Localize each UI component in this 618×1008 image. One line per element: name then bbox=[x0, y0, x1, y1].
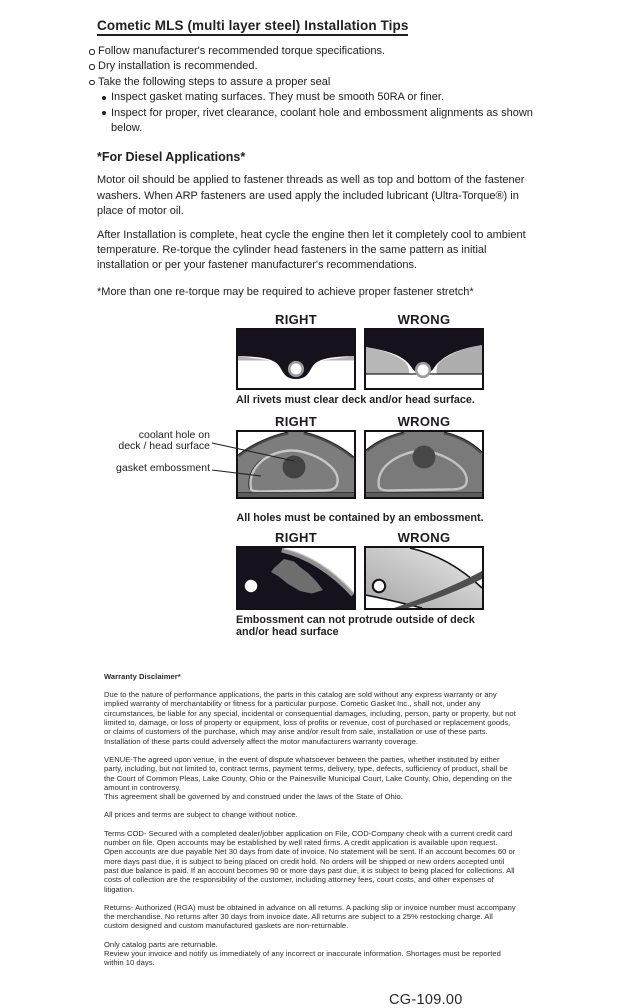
tip-text: Take the following steps to assure a proper seal bbox=[98, 75, 331, 88]
diesel-section-heading: *For Diesel Applications* bbox=[97, 150, 246, 165]
diagram-row-protrusion bbox=[236, 530, 484, 639]
warranty-governed-paragraph: This agreement shall be governed by and construed under the laws of the State of Ohio. bbox=[104, 792, 403, 802]
embossment-wrong-diagram bbox=[364, 430, 484, 499]
warranty-catalog-paragraph: Only catalog parts are returnable. bbox=[104, 939, 218, 949]
sub-tip-text: Inspect for proper, rivet clearance, coolant hole and embossment alignments as shown below. bbox=[111, 106, 533, 135]
warranty-terms-paragraph: Terms COD- Secured with a completed dealer/jobber application on File, COD-Company check with a current credit card number on file. Open accounts may be established by well rated firms. A credit application is available upon request. Open accounts are due payable Net 30 days from date of invoice. No statement will be sent. If an account becomes 60 or more days past due, it is subject to being placed on credit hold. No orders will be shipped or new orders accepted until past due balance is paid. If an account becomes 90 or more days past due, it is subject to being placed for collections. All costs of collection are the responsibility of the customer, including attorney fees, court costs, and other expenses of litigation. bbox=[104, 828, 516, 894]
right-label: RIGHT bbox=[275, 529, 317, 545]
installation-tips-list bbox=[89, 44, 534, 136]
wrong-label: WRONG bbox=[397, 529, 451, 545]
warranty-prices-paragraph: All prices and terms are subject to change without notice. bbox=[104, 810, 298, 820]
filled-bullet-icon bbox=[102, 111, 106, 115]
retorque-note: *More than one re-torque may be required to achieve proper fastener stretch* bbox=[97, 285, 474, 298]
open-bullet-icon bbox=[89, 49, 95, 55]
protrusion-wrong-diagram bbox=[364, 546, 484, 610]
protrusion-caption-line2: and/or head surface bbox=[236, 626, 339, 639]
rivet-covered-illustration bbox=[366, 330, 482, 388]
wrong-label: WRONG bbox=[397, 311, 451, 327]
warranty-venue-paragraph: VENUE-The agreed upon venue, in the event of dispute whatsoever between the parties, whether instituted by either party, including, but not limited to, contract terms, payment terms, delivery, type, defects, sufficiency of product, shall be the Court of Common Pleas, Lake County, Ohio or the Painesville Municipal Court, Lake County, Ohio, depending on the amount in controversy. bbox=[104, 754, 513, 792]
embossment-inside-illustration bbox=[238, 548, 354, 608]
hole-contained-illustration bbox=[238, 432, 354, 497]
sub-tip-text: Inspect gasket mating surfaces. They must be smooth 50RA or finer. bbox=[111, 91, 445, 104]
right-label: RIGHT bbox=[275, 311, 317, 327]
open-bullet-icon bbox=[89, 80, 95, 86]
diesel-paragraph-2: After Installation is complete, heat cycle the engine then let it completely cool to ambient temperature. Re-torque the cylinder head fasteners in the same pattern as initial installation or per your fastener manufacturer's recommendations. bbox=[97, 229, 526, 272]
diesel-paragraph-1: Motor oil should be applied to fastener threads as well as top and bottom of the fastener washers. When ARP fasteners are used apply the included lubricant (Ultra-Torque®) in place of motor oil. bbox=[97, 174, 525, 217]
wrong-label: WRONG bbox=[397, 414, 451, 430]
panel-labels bbox=[236, 530, 484, 545]
embossment-right-diagram bbox=[236, 430, 356, 499]
rivet-wrong-diagram bbox=[364, 328, 484, 390]
tip-item bbox=[89, 59, 534, 74]
rivet-clear-illustration bbox=[238, 330, 354, 388]
diagram-row-rivets bbox=[236, 312, 484, 407]
warranty-review-paragraph: Review your invoice and notify us immediately of any incorrect or inaccurate information. Shortages must be reported within 10 days. bbox=[104, 948, 501, 968]
panel-pair bbox=[236, 328, 484, 390]
filled-bullet-icon bbox=[102, 96, 106, 100]
protrusion-right-diagram bbox=[236, 546, 356, 610]
warranty-disclaimer bbox=[104, 672, 516, 968]
warranty-heading: Warranty Disclaimer* bbox=[104, 671, 181, 681]
sub-tip-item bbox=[102, 106, 534, 137]
coolant-hole-label-line1: coolant hole on bbox=[138, 429, 210, 442]
embossment-caption: All holes must be contained by an embossment. bbox=[236, 512, 484, 525]
coolant-hole-label-line2: deck / head surface bbox=[118, 440, 210, 453]
embossment-protruding-illustration bbox=[366, 548, 482, 608]
rivets-caption: All rivets must clear deck and/or head surface. bbox=[236, 393, 475, 406]
warranty-returns-paragraph: Returns- Authorized (RGA) must be obtained in advance on all returns. A packing slip or invoice number must accompany the merchandise. No returns after 30 days from invoice date. All returns are subject to a 25% restocking charge. All custom designed and custom manufactured gaskets are non-returnable. bbox=[104, 902, 516, 931]
panel-pair bbox=[236, 546, 484, 610]
panel-labels bbox=[236, 414, 484, 429]
warranty-liability-paragraph: Due to the nature of performance applications, the parts in this catalog are sold without any express warranty or any implied warranty of merchantability or fitness for a particular purpose. Cometic Gasket Inc., shall not, under any circumstances, be liable for any special, incidental or consequential damages, including, person, party or property, but not limited to, damage, or loss of property or equipment, loss of profits or revenue, cost of purchased or replacement goods, or claims of customers of the purchase, which may arise and/or result from sale, installation or use of these parts. Installation of these parts could adversely affect the motor manufacturers warranty coverage. bbox=[104, 690, 516, 746]
diagram-section bbox=[116, 311, 484, 639]
rivet-right-diagram bbox=[236, 328, 356, 390]
tip-text: Dry installation is recommended. bbox=[98, 60, 258, 73]
coolant-hole-label bbox=[98, 430, 210, 452]
diagram-row-embossment bbox=[116, 414, 484, 525]
gasket-embossment-label: gasket embossment bbox=[116, 462, 210, 475]
tip-text: Follow manufacturer's recommended torque specifications. bbox=[98, 45, 386, 57]
protrusion-caption-line1: Embossment can not protrude outside of deck bbox=[236, 613, 475, 626]
open-bullet-icon bbox=[89, 64, 95, 70]
right-label: RIGHT bbox=[275, 414, 317, 430]
tip-item bbox=[89, 44, 534, 59]
protrusion-caption bbox=[236, 614, 486, 639]
page-number-code: CG-109.00 bbox=[389, 991, 463, 1008]
page-title: Cometic MLS (multi layer steel) Installation Tips bbox=[97, 18, 408, 36]
panel-labels bbox=[236, 312, 484, 327]
hole-outside-illustration bbox=[366, 432, 482, 497]
sub-tip-item bbox=[102, 90, 534, 105]
tip-item bbox=[89, 75, 534, 90]
panel-pair bbox=[236, 430, 484, 499]
